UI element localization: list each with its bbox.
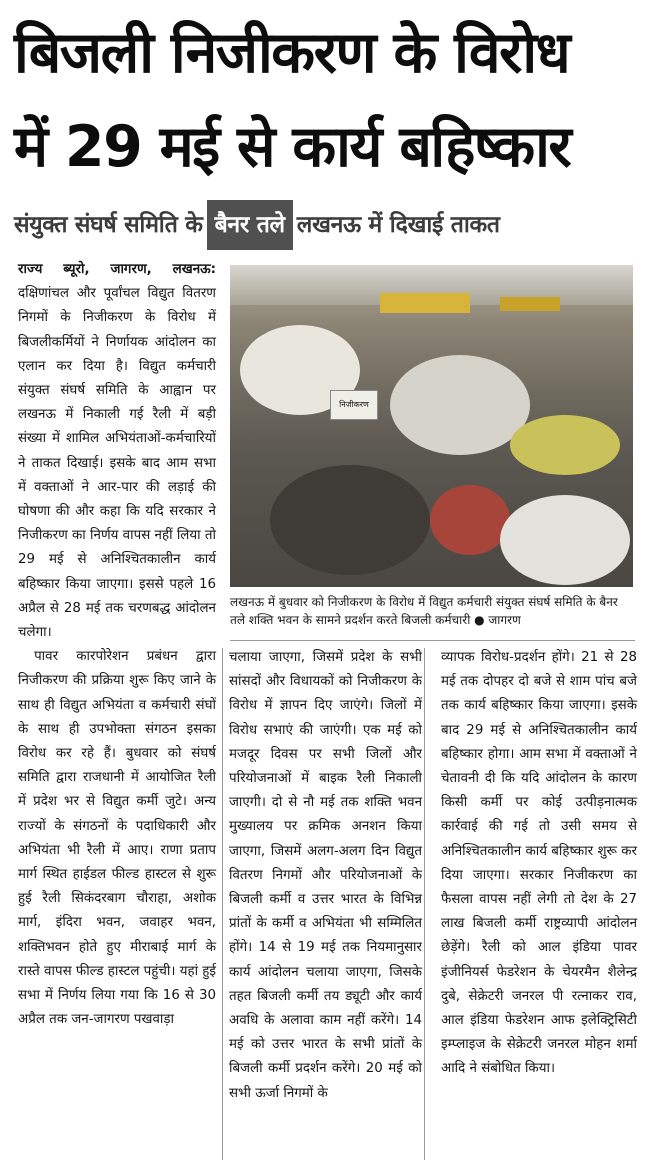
photo-caption: लखनऊ में बुधवार को निजीकरण के विरोध में विद्युत कर्मचारी संयुक्त संघर्ष समिति के बैनर तले शक्ति भवन के सामने प्रदर्शन करते बिजली कर्मचारी ● जागरण	[230, 595, 618, 627]
photo-banner	[380, 293, 470, 313]
headline-line-1: बिजली निजीकरण के विरोध	[14, 20, 570, 86]
article-column-3	[441, 646, 637, 1082]
paragraph	[18, 258, 216, 645]
subhead-highlight: बैनर तले	[207, 200, 293, 250]
paragraph-text: दक्षिणांचल और पूर्वांचल विद्युत वितरण निगमों के निजीकरण के विरोध में बिजलीकर्मियों ने निर्णायक आंदोलन का एलान कर दिया है। विद्युत कर्मचारी संयुक्त संघर्ष समिति के आह्वान पर लखनऊ में निकाली गई रैली में बड़ी संख्या में शामिल अभियंताओं-कर्मचारियों ने ताकत दिखाई। इसके बाद आम सभा में वक्ताओं ने आर-पार की लड़ाई की घोषणा की और कहा कि यदि सरकार ने निजीकरण का निर्णय वापस नहीं लिया तो 29 मई से अनिश्चितकालीन कार्य बहिष्कार किया जाएगा। इससे पहले 16 अप्रैल से 28 मई तक चरणबद्ध आंदोलन चलेगा।	[18, 286, 216, 641]
column-divider	[424, 648, 425, 1160]
photo-crowd	[430, 485, 510, 555]
protest-placard: निजीकरण	[330, 390, 378, 420]
paragraph: पावर कारपोरेशन प्रबंधन द्वारा निजीकरण की प्रक्रिया शुरू किए जाने के साथ ही विद्युत अभियंता व कर्मचारी संघों के साथ ही उपभोक्ता संगठन इसका विरोध कर रहे हैं। बुधवार को संघर्ष समिति द्वारा राजधानी में आयोजित रैली में प्रदेश भर से विद्युत कर्मी जुटे। अन्य राज्यों के संगठनों के पदाधिकारी और अभियंता भी रैली में आए। राणा प्रताप मार्ग स्थित हाईडल फील्ड हास्टल से शुरू हुई रैली सिकंदरबाग चौराहा, अशोक मार्ग, इंदिरा भवन, जवाहर भवन, शक्तिभवन होते हुए मीराबाई मार्ग के रास्ते वापस फील्ड हास्टल पहुंची। यहां हुई सभा में निर्णय लिया गया कि 16 से 30 अप्रैल तक जन-जागरण पखवाड़ा	[18, 649, 216, 1028]
photo-crowd	[510, 415, 620, 475]
article-column-2	[229, 646, 422, 1106]
paragraph: व्यापक विरोध-प्रदर्शन होंगे। 21 से 28 मई तक दोपहर दो बजे से शाम पांच बजे तक कार्य बहिष्कार किया जाएगा। इसके बाद 29 मई से अनिश्चितकालीन कार्य बहिष्कार होगा। आम सभा में वक्ताओं ने चेतावनी दी कि यदि आंदोलन के कारण किसी कर्मी पर कोई उत्पीड़नात्मक कार्रवाई की गई तो उसी समय से अनिश्चितकालीन कार्य बहिष्कार शुरू कर दिया जाएगा। सरकार निजीकरण का फैसला वापस नहीं लेगी तो देश के 27 लाख बिजली कर्मी राष्ट्रव्यापी आंदोलन छेड़ेंगे। रैली को आल इंडिया पावर इंजीनियर्स फेडरेशन के चेयरमैन शैलेन्द्र दुबे, सेक्रेटरी जनरल पी रत्नाकर राव, आल इंडिया फेडरेशन आफ इलेक्ट्रिसिटी इम्प्लाइज के सेक्रेटरी जनरल मोहन शर्मा आदि ने संबोधित किया।	[441, 650, 637, 1077]
article-column-1	[18, 258, 216, 1033]
headline	[14, 6, 638, 194]
column-divider	[222, 648, 223, 1160]
subhead-after: लखनऊ में दिखाई ताकत	[296, 212, 500, 238]
subhead-before: संयुक्त संघर्ष समिति के	[14, 212, 203, 238]
subheadline	[14, 200, 640, 250]
caption-divider	[230, 640, 635, 641]
photo-banner	[500, 297, 560, 311]
rally-photo	[230, 265, 633, 587]
paragraph: चलाया जाएगा, जिसमें प्रदेश के सभी सांसदों और विधायकों को निजीकरण के विरोध में ज्ञापन दिए जाएंगे। जिलों में विरोध सभाएं की जाएंगी। एक मई को मजदूर दिवस पर सभी जिलों और परियोजनाओं में बाइक रैली निकाली जाएगी। दो से नौ मई तक शक्ति भवन मुख्यालय पर क्रमिक अनशन किया जाएगा, जिसमें अलग-अलग दिन विद्युत वितरण निगमों और परियोजनाओं के बिजली कर्मी व उत्तर भारत के विभिन्न प्रांतों के कर्मी व अभियंता भी सम्मिलित होंगे। 14 से 19 मई तक नियमानुसार कार्य आंदोलन चलाया जाएगा, जिसके तहत बिजली कर्मी तय ड्यूटी और कार्य अवधि के अलावा काम नहीं करेंगे। 14 मई को उत्तर भारत के सभी प्रांतों के बिजली कर्मी प्रदर्शन करेंगे। 20 मई को सभी ऊर्जा निगमों के	[229, 650, 422, 1101]
photo-crowd	[500, 495, 630, 585]
photo-crowd	[390, 355, 530, 455]
byline: राज्य ब्यूरो, जागरण, लखनऊ:	[18, 262, 216, 277]
headline-line-2: में 29 मई से कार्य बहिष्कार	[14, 114, 571, 180]
photo-crowd	[270, 465, 430, 575]
